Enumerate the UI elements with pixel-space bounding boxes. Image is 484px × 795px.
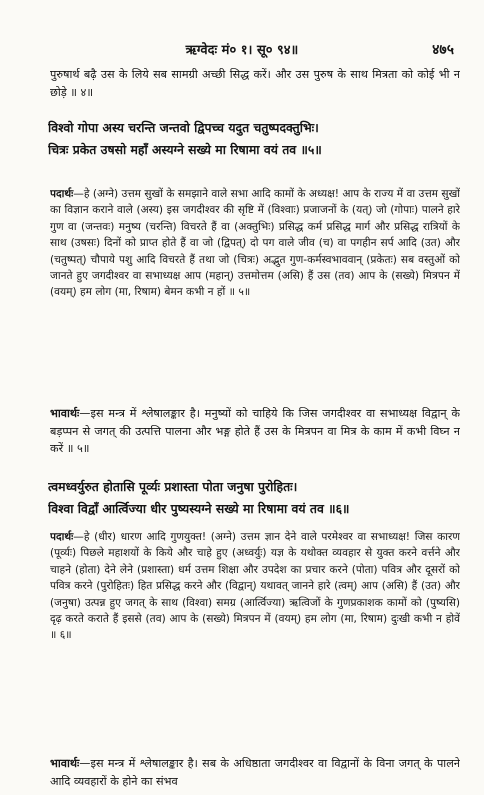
bhavartha-5-text: —इस मन्त्र में श्लेषालङ्कार है। मनुष्यों को चाहिये कि जिस जगदीश्वर वा सभाध्यक्ष विद्वान् के बड़प्पन से जगत् की उत्पत्ति पालना और भङ्ग होते हैं उस के मित्रपन वा मित्र के काम में कभी विघ्न न करें ॥ ५॥ xyxy=(50,407,460,455)
bhavartha-6 xyxy=(50,755,460,790)
bhavartha-5-label: भावार्थः xyxy=(50,407,80,420)
padartha-6-text: —हे (धीर) धारण आदि गुणयुक्त! (अग्ने) उत्तम ज्ञान देने वाले परमेश्वर वा सभाध्यक्ष! जिस कारण (पूर्व्यः) पिछले महाशयों के किये और चाहे हुए (अध्वर्युः) यज्ञ के यथोक्त व्यवहार से युक्त करने वर्त्तने और चाहने (होता) देने लेने (प्रशास्ता) धर्म उत्तम शिक्षा और उपदेश का प्रचार करने (पोता) पवित्र और दूसरों को पवित्र करने (पुरोहितः) हित प्रसिद्ध करने और (विद्वान्) यथावत् जानने हारे (त्वम्) आप (असि) हैं (उत) और (जनुषा) उत्पन्न हुए जगत् के साथ (विश्वा) समग्र (आर्त्विज्या) ऋत्विजों के गुणप्रकाशक कामों को (पुष्यसि) दृढ़ करते कराते हैं इससे (तव) आप के (सख्ये) मित्रपन में (वयम्) हम लोग (मा, रिषाम) दुःखी कभी न होवें ॥ ६॥ xyxy=(50,531,460,642)
running-title: ऋग्वेदः मं० १। सू० ९४॥ xyxy=(185,43,299,58)
page-header xyxy=(0,38,484,62)
padartha-5-text: —हे (अग्ने) उत्तम सुखों के समझाने वाले सभा आदि कामों के अध्यक्ष! आप के राज्य में वा उत्तम सुखों का विज्ञान कराने वाले (अस्य) इस जगदीश्वर की सृष्टि में (विश्वाः) प्रजाजनों के (यत्) जो (गोपाः) पालने हारे गुण वा (जन्तवः) मनुष्य (चरन्ति) विचरते हैं वा (अक्तुभिः) प्रसिद्ध कर्म प्रसिद्ध मार्ग और प्रसिद्ध रात्रियों के साथ (उषसः) दिनों को प्राप्त होते हैं वा जो (द्विपत्) दो पग वाले जीव (च) वा पगहीन सर्प आदि (उत) और (चतुष्पत्) चौपाये पशु आदि विचरते हैं तथा जो (चित्रः) अद्भुत गुण-कर्मस्वभाववान् (प्रकेतः) सब वस्तुओं को जानते हुए जगदीश्वर वा सभाध्यक्ष आप (महान्) उत्तमोत्तम (असि) हैं उस (तव) आप के (सख्ये) मित्रपन में (वयम्) हम लोग (मा, रिषाम) बेमन कभी न हों ॥ ५॥ xyxy=(50,188,460,299)
padartha-6 xyxy=(50,529,460,644)
verse-5 xyxy=(48,117,464,161)
verse-5-line-2: चित्रः प्रकेत उषसो महाँ अस्यग्ने सख्ये मा रिषामा वयं तव ॥५॥ xyxy=(48,142,322,157)
intro-paragraph: पुरुषार्थ बढ़ै उस के लिये सब सामग्री अच्छी सिद्ध करें। और उस पुरुष के साथ मित्रता को कोई भी न छोड़े ॥ ४॥ xyxy=(50,68,460,99)
page-number: ४७५ xyxy=(432,42,454,58)
padartha-6-label: पदार्थः xyxy=(50,531,74,543)
verse-6-line-2: विश्वा विद्वाँ आर्त्विज्या धीर पुष्यस्यग्ने सख्ये मा रिषामा वयं तव ॥६॥ xyxy=(48,501,350,516)
verse-5-line-1: विश्वो गोपा अस्य चरन्ति जन्तवो द्विपच्च यदुत चतुष्पदक्तुभिः। xyxy=(48,120,319,135)
verse-6-line-1: त्वमध्वर्युरुत होतासि पूर्व्यः प्रशास्ता पोता जनुषा पुरोहितः। xyxy=(48,479,298,494)
bhavartha-6-label: भावार्थः xyxy=(50,757,80,770)
bhavartha-6-text: —इस मन्त्र में श्लेषालङ्कार है। सब के अधिष्ठाता जगदीश्वर वा विद्वानों के विना जगत् के पालने आदि व्यवहारों के होने का संभव xyxy=(50,757,460,788)
padartha-5-label: पदार्थः xyxy=(50,188,74,200)
verse-6 xyxy=(48,476,464,520)
padartha-5 xyxy=(50,186,460,301)
bhavartha-5 xyxy=(50,405,460,458)
